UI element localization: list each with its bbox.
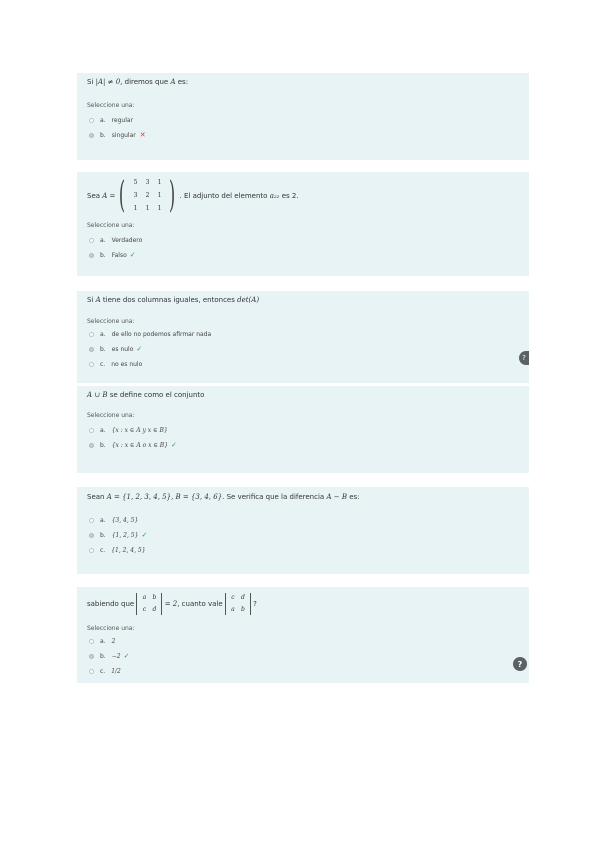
question-text: Si |A| ≠ 0, diremos que A es: — [87, 78, 189, 86]
select-one-label: Seleccione una: — [87, 318, 135, 325]
answer-option-a[interactable]: a. regular — [89, 114, 519, 126]
question-text: sabiendo que a b c d = 2 , cuanto vale c d a b ? — [87, 594, 257, 613]
radio-button[interactable] — [89, 669, 94, 674]
radio-button[interactable] — [89, 428, 94, 433]
answer-option-a[interactable]: a. 2 — [89, 635, 519, 647]
radio-button[interactable] — [89, 362, 94, 367]
select-one-label: Seleccione una: — [87, 102, 135, 109]
answer-option-c[interactable]: c. no es nulo — [89, 358, 519, 370]
correct-icon: ✓ — [123, 652, 130, 660]
question-card-1 — [77, 73, 529, 160]
answer-option-b[interactable]: b. {1, 2, 5} ✓ — [89, 529, 519, 541]
correct-icon: ✓ — [136, 345, 143, 353]
radio-button[interactable] — [89, 518, 94, 523]
question-card-3 — [77, 291, 529, 383]
question-card-5 — [77, 487, 529, 574]
radio-button[interactable] — [89, 253, 94, 258]
question-text: Si A tiene dos columnas iguales, entonces det(A) — [87, 296, 260, 304]
determinant-2: c d a b — [225, 593, 251, 615]
radio-button[interactable] — [89, 347, 94, 352]
question-text: A ∪ B se define como el conjunto — [87, 391, 205, 399]
select-one-label: Seleccione una: — [87, 222, 135, 229]
question-card-4 — [77, 386, 529, 473]
determinant-1: a b c d — [136, 593, 162, 615]
radio-button[interactable] — [89, 332, 94, 337]
radio-button[interactable] — [89, 639, 94, 644]
radio-button[interactable] — [89, 443, 94, 448]
answer-option-b[interactable]: b. es nulo ✓ — [89, 343, 519, 355]
help-button[interactable]: ? — [513, 657, 527, 671]
question-card-6 — [77, 587, 529, 683]
question-text: Sea A = ( 5 3 1 3 2 1 1 1 1 ) . El adjunto del elemento a₂₂ es 2. — [87, 175, 299, 216]
answer-option-c[interactable]: c. {1, 2, 4, 5} — [89, 544, 519, 556]
radio-button[interactable] — [89, 238, 94, 243]
side-help-tab[interactable]: ? — [519, 351, 529, 365]
radio-button[interactable] — [89, 533, 94, 538]
answer-option-b[interactable]: b. Falso ✓ — [89, 249, 519, 261]
answer-option-a[interactable]: a. {3, 4, 5} — [89, 514, 519, 526]
answer-option-c[interactable]: c. 1/2 — [89, 665, 519, 677]
answer-option-a[interactable]: a. Verdadero — [89, 234, 519, 246]
question-text: Sean A = {1, 2, 3, 4, 5}, B = {3, 4, 6}. Se verifica que la diferencia A − B es: — [87, 493, 360, 501]
answer-option-b[interactable]: b. singular ✕ — [89, 129, 519, 141]
radio-button[interactable] — [89, 548, 94, 553]
radio-button[interactable] — [89, 133, 94, 138]
answer-option-b[interactable]: b. −2 ✓ — [89, 650, 519, 662]
answer-option-a[interactable]: a. {x : x ∈ A y x ∈ B} — [89, 424, 519, 436]
correct-icon: ✓ — [141, 531, 148, 539]
select-one-label: Seleccione una: — [87, 412, 135, 419]
answer-option-a[interactable]: a. de ello no podemos afirmar nada — [89, 328, 519, 340]
correct-icon: ✓ — [171, 441, 177, 449]
question-card-2 — [77, 172, 529, 276]
radio-button[interactable] — [89, 654, 94, 659]
incorrect-icon: ✕ — [139, 131, 146, 139]
matrix-a: ( 5 3 1 3 2 1 1 1 1 ) — [119, 175, 176, 216]
answer-option-b[interactable]: b. {x : x ∈ A o x ∈ B} ✓ — [89, 439, 519, 451]
correct-icon: ✓ — [129, 251, 136, 259]
select-one-label: Seleccione una: — [87, 625, 135, 632]
radio-button[interactable] — [89, 118, 94, 123]
